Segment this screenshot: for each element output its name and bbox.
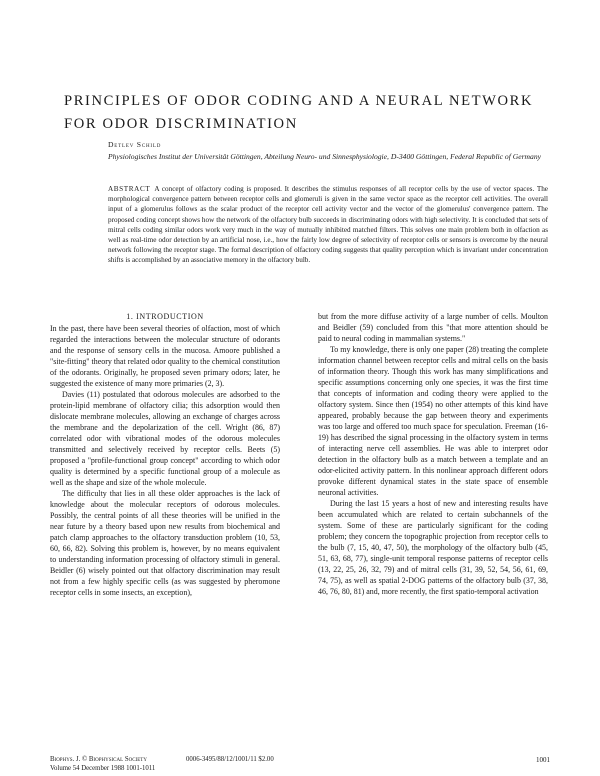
abstract bbox=[108, 184, 548, 266]
section-heading: 1. INTRODUCTION bbox=[126, 312, 204, 321]
body-paragraph: During the last 15 years a host of new and interesting results have been accumulated which are related to certain subchannels of the system. Some of these are particularly significant for the coding problem; they concern the topographic projection from receptor cells to the bulb (7, 15, 40, 47, 50), the morphology of the olfactory bulb (45, 51, 63, 68, 77), single-unit temporal response patterns of receptor cells (13, 22, 25, 26, 32, 79) and of mitral cells (31, 39, 52, 54, 56, 61, 69, 74, 75), as well as spatial 2-DOG patterns of the olfactory bulb (37, 38, 46, 76, 80, 81) and, more recently, the first spatio-temporal activation bbox=[318, 499, 548, 596]
volume-info: Volume 54 December 1988 1001-1011 bbox=[50, 765, 156, 772]
author-text: Detlev Schild bbox=[108, 140, 162, 149]
abstract-label: ABSTRACT bbox=[108, 185, 151, 193]
left-column bbox=[50, 311, 280, 598]
journal-credit: Biophys. J. © Biophysical Society bbox=[50, 756, 147, 763]
body-paragraph: The difficulty that lies in all these older approaches is the lack of knowledge about the molecular receptors of odorous molecules. Possibly, the central points of all these theories will be unified in the near future by a theory based upon new results from biochemical and patch clamp approaches to the olfactory transduction problem (10, 53, 60, 66, 82). Solving this problem is, however, by no means equivalent to understanding information processing of olfactory stimuli in general. Beidler (6) wisely pointed out that olfactory discrimination may result not from a few highly specific cells (as was suggested by pheromone receptor cells in some insects, an exception), bbox=[50, 489, 280, 597]
page-number: 1001 bbox=[536, 756, 550, 764]
right-column bbox=[318, 311, 548, 597]
body-paragraph: but from the more diffuse activity of a large number of cells. Moulton and Beidler (59) concluded from this "that more attention should be paid to neural coding in mammalian systems." bbox=[318, 312, 548, 343]
article-code: 0006-3495/88/12/1001/11 $2.00 bbox=[186, 756, 274, 763]
paper-title: PRINCIPLES OF ODOR CODING AND A NEURAL NETWORK FOR ODOR DISCRIMINATION bbox=[64, 93, 534, 132]
abstract-text: A concept of olfactory coding is proposed. It describes the stimulus responses of all receptor cells by the use of vector spaces. The morphological convergence pattern between receptor cells and glomeruli is given in the same vector space as the receptor cell activities. The overall input of a glomerulus follows as the scalar product of the receptor cell activity vector and the vector of the glomerulus' convergence pattern. The proposed coding concept shows how the network of the olfactory bulb succeeds in discriminating odors with high selectivity. It is concluded that sets of mitral cells coding similar odors work very much in the way of mutually inhibited matched filters. This solves one main problem both in olfaction as well as real-time odor detection by an artificial nose, i.e., how the fairly low degree of selectivity of receptor cells or sensors is overcome by the neural network following the receptor stage. The formal description of olfactory coding suggests that quality perception which is invariant under concentration shifts is accomplished by an associative memory in the olfactory bulb. bbox=[108, 185, 548, 265]
body-paragraph: Davies (11) postulated that odorous molecules are adsorbed to the protein-lipid membrane of olfactory cilia; this adsorption would then dislocate membrane molecules, allowing an exchange of charges across the membrane and the depolarization of the cell. Wright (86, 87) correlated odor with vibrational modes of the odorous molecules transmitted and selectively received by receptor cells. Beets (5) proposed a "profile-functional group concept" according to which odor quality is determined by a specific functional group of a molecule as well as the shape and size of the whole molecule. bbox=[50, 390, 280, 487]
body-paragraph: In the past, there have been several theories of olfaction, most of which regarded the interactions between the molecular structure of odorants and the response of sensory cells in the mucosa. Amoore published a "site-fitting" theory that related odor quality to the chemical constitution of the odorants. Originally, he proposed seven primary odors; later, he suggested the existence of many more primaries (2, 3). bbox=[50, 324, 280, 388]
body-paragraph: To my knowledge, there is only one paper (28) treating the complete information channel between receptor cells and mitral cells on the basis of information theory. Though this work has many simplifications and specific assumptions concerning only one species, it was the first time that concepts of information and coding theory were applied to the olfactory system. Since then (1954) no other attempts of this kind have appeared, probably because the gap between theory and experiments was too large and offered too much space for speculation. Freeman (16-19) has described the signal processing in the olfactory system in terms of interacting nerve cell assemblies. He was able to interpret odor detection in the olfactory bulb as a match between a template and an odor-elicited activity pattern. In this nonlinear approach different odors provoke different dynamical states in the state space of ensemble neuronal activities. bbox=[318, 345, 548, 497]
author-name bbox=[108, 140, 161, 149]
page-footer bbox=[50, 756, 550, 774]
author-affiliation: Physiologisches Institut der Universität Göttingen, Abteilung Neuro- und Sinnesphysiologie, D-3400 Göttingen, Federal Republic of Germany bbox=[108, 152, 541, 161]
